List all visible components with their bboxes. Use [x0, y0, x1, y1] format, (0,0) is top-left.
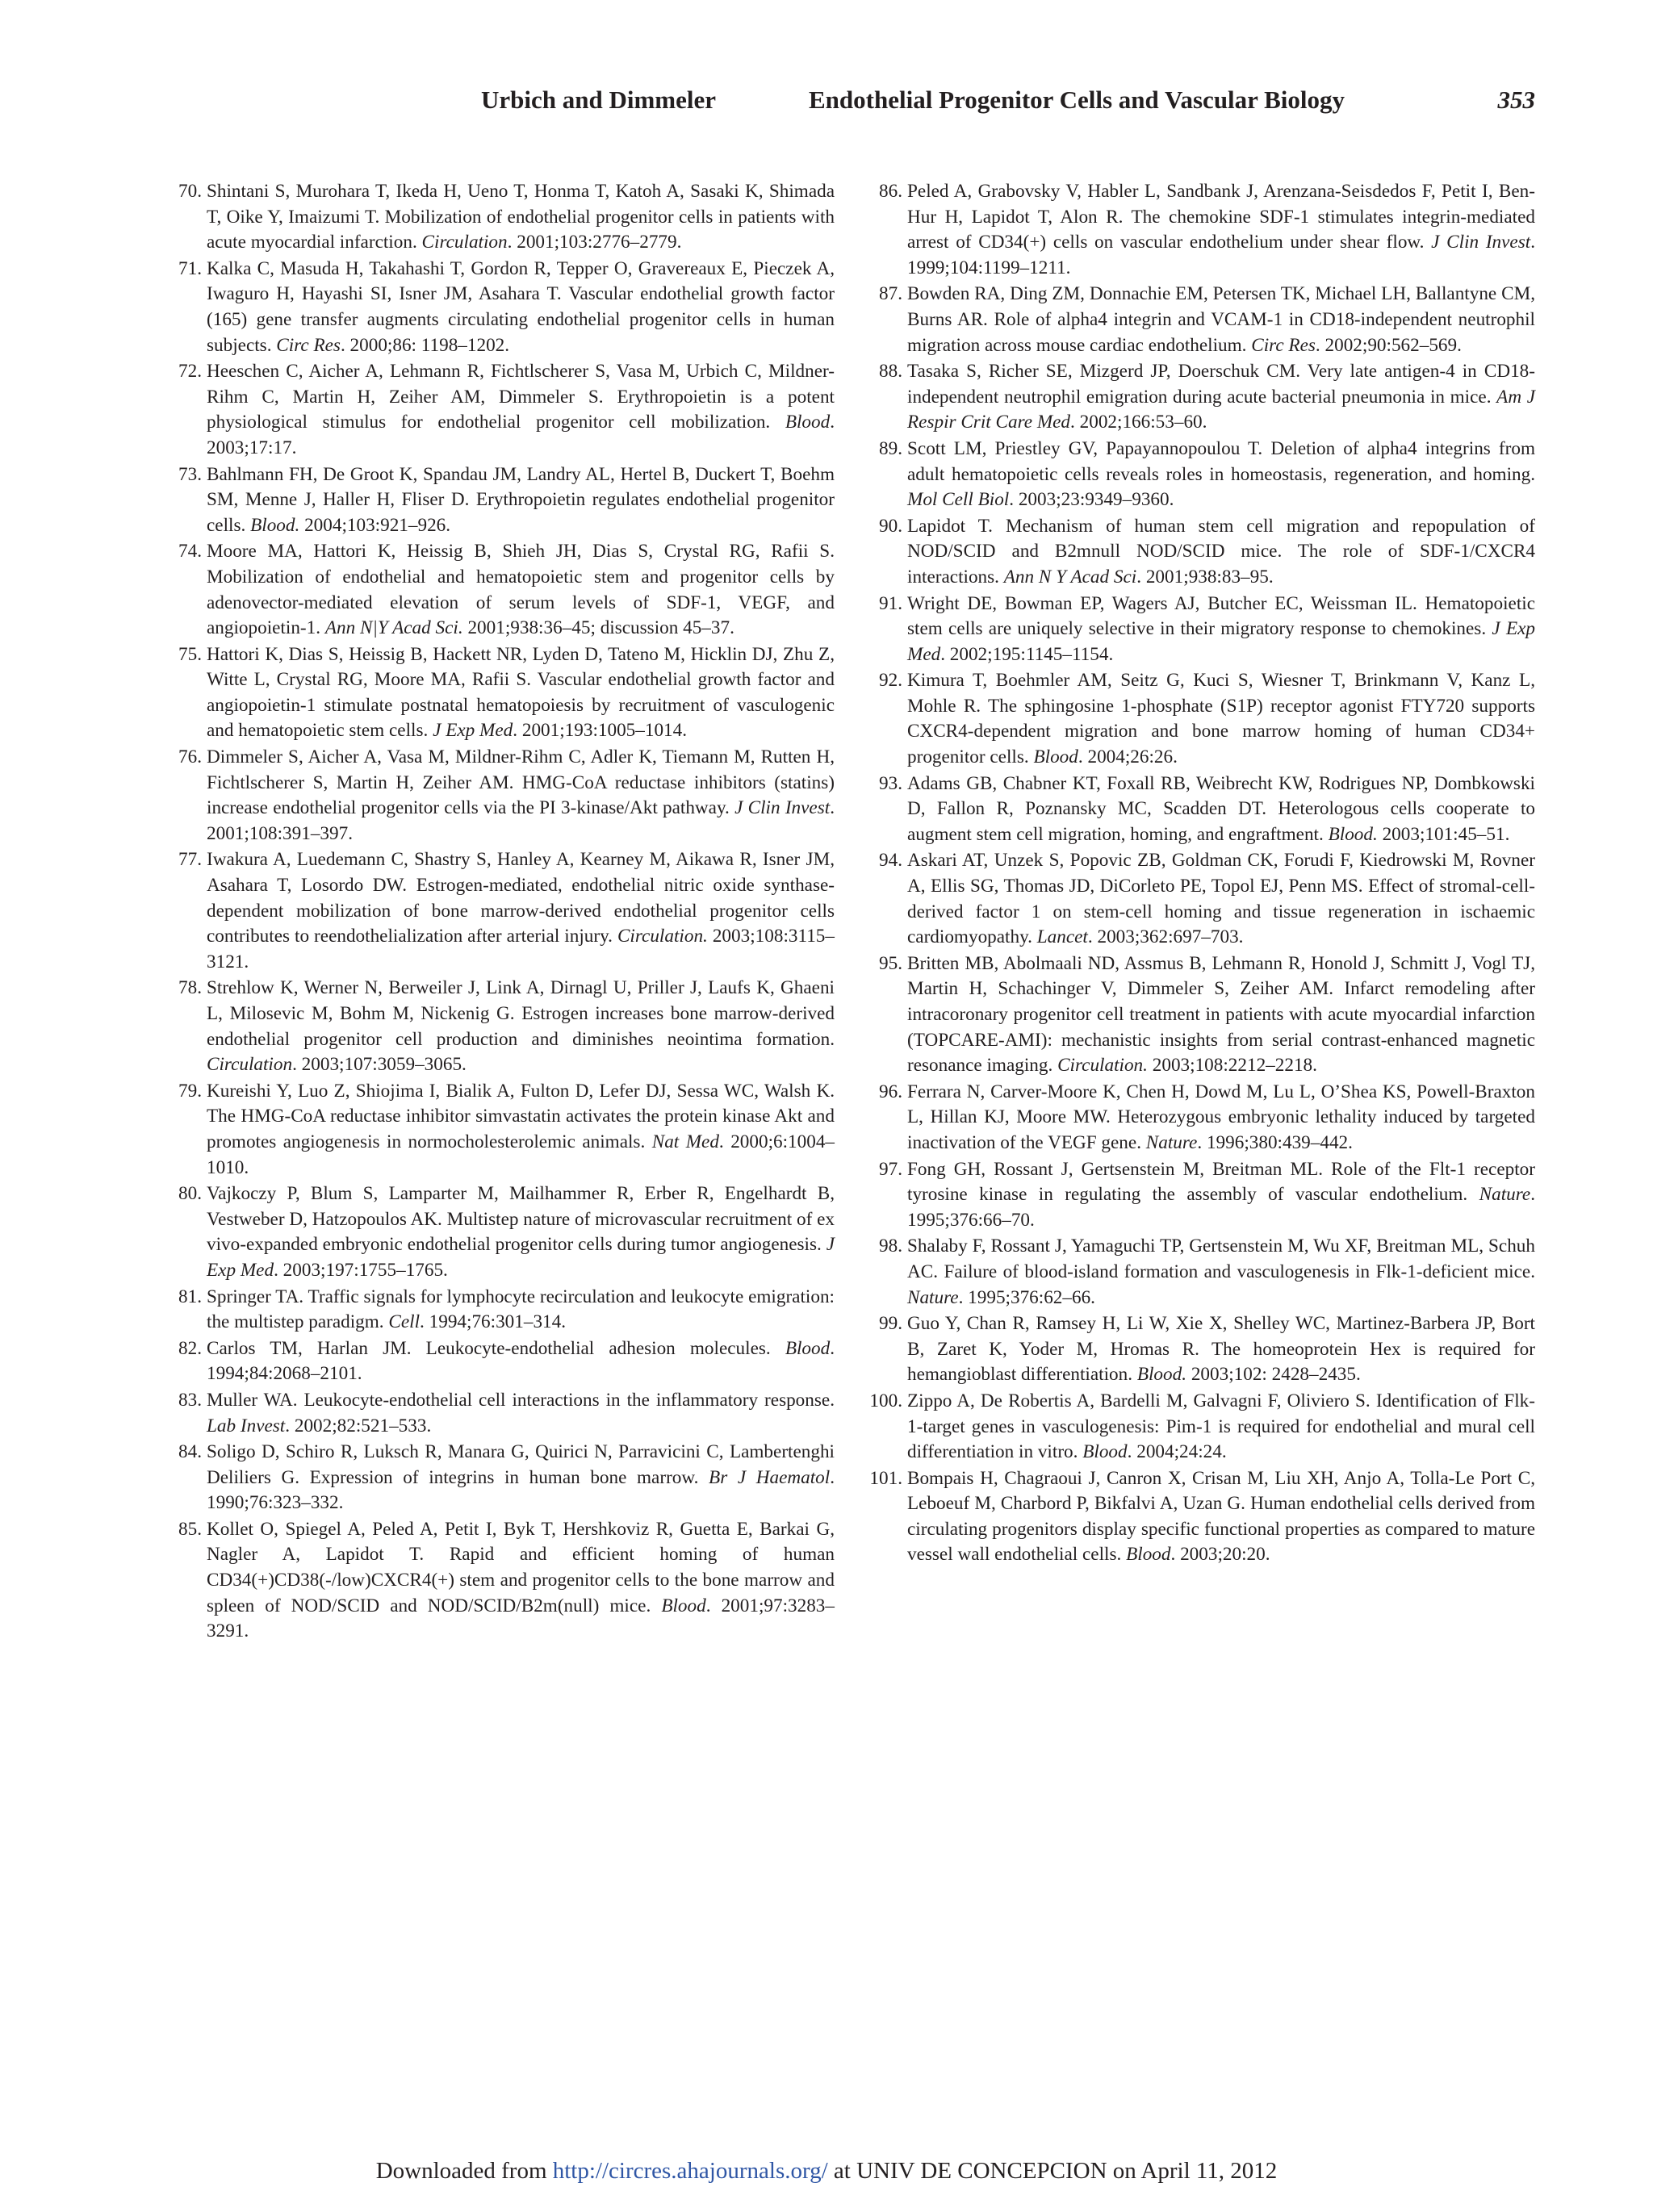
reference-citation: . 2004;26:26. — [1078, 746, 1178, 768]
reference-citation: . 2001;108:391–397. — [207, 797, 835, 844]
reference-journal: Nat Med — [651, 1131, 719, 1152]
reference-citation: . 2003;20:20. — [1170, 1544, 1270, 1566]
reference-citation: . 2002;195:1145–1154. — [940, 643, 1114, 665]
reference-text: Guo Y, Chan R, Ramsey H, Li W, Xie X, Shelley WC, Martinez-Barbera JP, Bort B, Zaret K, Yoder M, Hromas R. The homeoprotein Hex is required for hemangioblast differentiation. — [907, 1313, 1535, 1386]
download-footer — [0, 2158, 1653, 2185]
reference-item — [176, 359, 835, 461]
reference-item — [176, 976, 835, 1077]
reference-citation: 2001;938:36–45; discussion 45–37. — [462, 617, 734, 639]
reference-citation: . 2002;82:521–533. — [285, 1415, 432, 1436]
reference-item — [869, 1466, 1535, 1568]
reference-citation: . 2001;193:1005–1014. — [513, 720, 688, 742]
reference-citation: . 1990;76:323–332. — [207, 1466, 835, 1514]
reference-citation: . 2001;938:83–95. — [1136, 566, 1274, 587]
reference-citation: 2003;101:45–51. — [1377, 823, 1510, 845]
reference-number: 95. — [879, 952, 902, 974]
reference-journal: Circ Res — [276, 334, 341, 356]
reference-citation: . 2001;97:3283–3291. — [207, 1595, 835, 1642]
reference-item — [176, 745, 835, 847]
reference-number: 78. — [178, 977, 202, 999]
reference-number: 91. — [879, 592, 902, 614]
reference-text: Kollet O, Spiegel A, Peled A, Petit I, Byk T, Hershkoviz R, Guetta E, Barkai G, Nagler A, Lapidot T. Rapid and efficient homing of human CD34(+)CD38(-/low)CXCR4(+) stem and progenitor cells to the bone marrow and spleen of NOD/SCID and NOD/SCID/B2m(null) mice. — [207, 1518, 835, 1616]
reference-number: 76. — [178, 746, 202, 768]
reference-item — [176, 1285, 835, 1336]
reference-journal: Circulation. — [1057, 1055, 1148, 1077]
reference-number: 70. — [178, 181, 202, 202]
reference-text: Shalaby F, Rossant J, Yamaguchi TP, Gertsenstein M, Wu XF, Breitman ML, Schuh AC. Failure of blood-island formation and vasculogenesis in Flk-1-deficient mice. — [907, 1236, 1535, 1282]
references-right-column — [869, 179, 1536, 1569]
reference-item — [176, 1517, 835, 1645]
reference-journal: Circ Res — [1251, 334, 1316, 356]
reference-item — [176, 1388, 835, 1439]
reference-citation: . 1995;376:66–70. — [907, 1184, 1535, 1231]
footer-suffix: at UNIV DE CONCEPCION on April 11, 2012 — [827, 2158, 1278, 2184]
reference-number: 72. — [178, 361, 202, 383]
reference-item — [877, 359, 1535, 436]
reference-text: Strehlow K, Werner N, Berweiler J, Link A, Dirnagl U, Priller J, Laufs K, Ghaeni L, Milosevic M, Bohm M, Nickenig G. Estrogen increases bone marrow-derived endothelial progenitor cell production and diminishes neointima formation. — [207, 977, 835, 1050]
reference-item — [176, 179, 835, 256]
reference-citation: . 2002;90:562–569. — [1315, 334, 1462, 356]
running-header — [0, 86, 1535, 121]
reference-journal: Blood — [1033, 746, 1078, 768]
header-authors: Urbich and Dimmeler — [481, 86, 717, 114]
reference-number: 71. — [178, 257, 202, 279]
reference-number: 84. — [178, 1441, 202, 1463]
reference-text: Soligo D, Schiro R, Luksch R, Manara G, Quirici N, Parravicini C, Lambertenghi Deliliers G. Expression of integrins in human bone marrow. — [207, 1441, 835, 1488]
reference-text: Heeschen C, Aicher A, Lehmann R, Fichtlscherer S, Vasa M, Urbich C, Mildner-Rihm C, Martin H, Zeiher AM, Dimmeler S. Erythropoietin is a potent physiological stimulus for endothelial progenitor cell mobilization. — [207, 361, 835, 433]
reference-number: 81. — [178, 1286, 202, 1307]
reference-journal: Blood — [661, 1595, 706, 1616]
reference-item — [176, 847, 835, 975]
reference-item — [176, 1181, 835, 1283]
reference-number: 80. — [178, 1183, 202, 1205]
reference-item — [176, 642, 835, 744]
reference-text: Peled A, Grabovsky V, Habler L, Sandbank J, Arenzana-Seisdedos F, Petit I, Ben-Hur H, Lapidot T, Alon R. The chemokine SDF-1 stimulates integrin-mediated arrest of CD34(+) cells on vascular endothelium under shear flow. — [907, 181, 1535, 253]
reference-item — [877, 437, 1535, 513]
reference-citation: . 2003;17:17. — [207, 412, 835, 458]
reference-text: Springer TA. Traffic signals for lymphocyte recirculation and leukocyte emigration: the multistep paradigm. — [207, 1286, 835, 1333]
reference-journal: Cell — [388, 1311, 421, 1333]
reference-text: Iwakura A, Luedemann C, Shastry S, Hanley A, Kearney M, Aikawa R, Isner JM, Asahara T, Losordo DW. Estrogen-mediated, endothelial nitric oxide synthase-dependent mobilization of bone marrow-derived endothelial progenitor cells contributes to reendothelialization after arterial injury. — [207, 849, 835, 947]
reference-number: 83. — [178, 1389, 202, 1411]
reference-citation: 2003;102: 2428–2435. — [1186, 1364, 1361, 1386]
reference-citation: . 2002;166:53–60. — [1070, 412, 1207, 433]
reference-item — [877, 951, 1535, 1079]
reference-text: Moore MA, Hattori K, Heissig B, Shieh JH, Dias S, Crystal RG, Rafii S. Mobilization of endothelial and hematopoietic stem and progenitor cells by adenovector-mediated elevation of serum levels of SDF-1, VEGF, and angiopoietin-1. — [207, 541, 835, 639]
reference-number: 101. — [869, 1467, 902, 1489]
reference-text: Carlos TM, Harlan JM. Leukocyte-endothelial adhesion molecules. — [207, 1337, 785, 1359]
reference-journal: Blood — [785, 412, 831, 433]
reference-number: 85. — [178, 1518, 202, 1540]
reference-journal: Lancet — [1036, 926, 1088, 948]
reference-text: Wright DE, Bowman EP, Wagers AJ, Butcher EC, Weissman IL. Hematopoietic stem cells are uniquely selective in their migratory response to chemokines. — [907, 592, 1535, 640]
reference-journal: Blood. — [1328, 823, 1378, 845]
reference-number: 88. — [879, 361, 902, 383]
reference-journal: Blood. — [1136, 1364, 1187, 1386]
reference-number: 98. — [879, 1236, 902, 1257]
reference-journal: Circulation — [207, 1054, 293, 1076]
reference-text: Dimmeler S, Aicher A, Vasa M, Mildner-Rihm C, Adler K, Tiemann M, Rutten H, Fichtlscherer S, Martin H, Zeiher AM. HMG-CoA reductase inhibitors (statins) increase endothelial progenitor cells via the PI 3-kinase/Akt pathway. — [207, 746, 835, 819]
reference-number: 93. — [879, 772, 902, 794]
reference-item — [877, 771, 1535, 848]
reference-journal: Blood — [1126, 1544, 1171, 1566]
reference-item — [877, 282, 1535, 358]
footer-link[interactable]: http://circres.ahajournals.org/ — [552, 2158, 828, 2184]
reference-text: Britten MB, Abolmaali ND, Assmus B, Lehmann R, Honold J, Schmitt J, Vogl TJ, Martin H, Schachinger V, Dimmeler S, Zeiher AM. Infarct remodeling after intracoronary progenitor cell treatment in patients with acute myocardial infarction (TOPCARE-AMI): mechanistic insights from serial contrast-enhanced magnetic resonance imaging. — [907, 952, 1535, 1077]
reference-item — [877, 592, 1535, 668]
reference-citation: . 1996;380:439–442. — [1197, 1131, 1353, 1153]
reference-text: Zippo A, De Robertis A, Bardelli M, Galvagni F, Oliviero S. Identification of Flk-1-target genes in vasculogenesis: Pim-1 is required for endothelial and mural cell differentiation in vitro. — [907, 1390, 1535, 1463]
reference-text: Lapidot T. Mechanism of human stem cell migration and repopulation of NOD/SCID and B2mnull NOD/SCID mice. The role of SDF-1/CXCR4 interactions. — [907, 515, 1535, 587]
reference-text: Bahlmann FH, De Groot K, Spandau JM, Landry AL, Hertel B, Duckert T, Boehm SM, Menne J, Haller H, Fliser D. Erythropoietin regulates endothelial progenitor cells. — [207, 463, 835, 536]
reference-text: Kureishi Y, Luo Z, Shiojima I, Bialik A, Fulton D, Lefer DJ, Sessa WC, Walsh K. The HMG-CoA reductase inhibitor simvastatin activates the protein kinase Akt and promotes angiogenesis in normocholesterolemic animals. — [207, 1080, 835, 1152]
reference-text: Kalka C, Masuda H, Takahashi T, Gordon R, Tepper O, Gravereaux E, Pieczek A, Iwaguro H, Hayashi SI, Isner JM, Asahara T. Vascular endothelial growth factor (165) gene transfer augments circulating endothelial progenitor cells in human subjects. — [207, 257, 835, 356]
reference-citation: 2003;108:2212–2218. — [1147, 1055, 1317, 1077]
reference-journal: Mol Cell Biol — [907, 489, 1010, 511]
reference-number: 96. — [879, 1081, 902, 1102]
reference-text: Vajkoczy P, Blum S, Lamparter M, Mailhammer R, Erber R, Engelhardt B, Vestweber D, Hatzopoulos AK. Multistep nature of microvascular recruitment of ex vivo-expanded embryonic endothelial progenitor cells during tumor angiogenesis. — [207, 1183, 835, 1256]
reference-number: 79. — [178, 1080, 202, 1102]
reference-number: 77. — [178, 849, 202, 871]
reference-citation: . 2000;86: 1198–1202. — [340, 334, 510, 356]
reference-text: Shintani S, Murohara T, Ikeda H, Ueno T, Honma T, Katoh A, Sasaki K, Shimada T, Oike Y, Imaizumi T. Mobilization of endothelial progenitor cells in patients with acute myocardial infarction. — [207, 181, 835, 253]
reference-number: 99. — [879, 1313, 902, 1335]
page-number: 353 — [1497, 86, 1535, 114]
reference-text: Scott LM, Priestley GV, Papayannopoulou T. Deletion of alpha4 integrins from adult hematopoietic cells reveals roles in homeostasis, regeneration, and homing. — [907, 437, 1535, 485]
reference-text: Hattori K, Dias S, Heissig B, Hackett NR, Lyden D, Tateno M, Hicklin DJ, Zhu Z, Witte L, Crystal RG, Moore MA, Rafii S. Vascular endothelial growth factor and angiopoietin-1 stimulate postnatal hematopoiesis by recruitment of vasculogenic and hematopoietic stem cells. — [207, 643, 835, 742]
reference-text: Muller WA. Leukocyte-endothelial cell interactions in the inflammatory response. — [207, 1389, 835, 1411]
reference-item — [176, 1079, 835, 1181]
reference-number: 75. — [178, 643, 202, 665]
reference-text: Kimura T, Boehmler AM, Seitz G, Kuci S, Wiesner T, Brinkmann V, Kanz L, Mohle R. The sphingosine 1-phosphate (S1P) receptor agonist FTY720 supports CXCR4-dependent migration and bone marrow homing of human CD34+ progenitor cells. — [907, 670, 1535, 768]
reference-number: 74. — [178, 541, 202, 562]
reference-journal: Circulation — [421, 232, 508, 253]
reference-citation: . 1999;104:1199–1211. — [907, 232, 1535, 278]
reference-journal: Blood. — [250, 514, 300, 536]
header-title: Endothelial Progenitor Cells and Vascular Biology — [809, 86, 1345, 114]
reference-number: 100. — [869, 1390, 902, 1411]
reference-number: 89. — [879, 437, 902, 459]
reference-item — [877, 1234, 1535, 1311]
reference-text: Tasaka S, Richer SE, Mizgerd JP, Doerschuk CM. Very late antigen-4 in CD18-independent neutrophil emigration during acute bacterial pneumonia in mice. — [907, 361, 1535, 408]
reference-text: Ferrara N, Carver-Moore K, Chen H, Dowd M, Lu L, O’Shea KS, Powell-Braxton L, Hillan KJ, Moore MW. Heterozygous embryonic lethality induced by targeted inactivation of the VEGF gene. — [907, 1081, 1535, 1153]
reference-number: 97. — [879, 1158, 902, 1180]
references-left-column — [176, 179, 835, 1645]
reference-journal: Nature — [1479, 1184, 1531, 1206]
reference-item — [176, 1440, 835, 1516]
reference-number: 94. — [879, 850, 902, 872]
reference-journal: Br J Haematol — [709, 1466, 831, 1488]
reference-citation: . 2003;362:697–703. — [1087, 926, 1244, 948]
reference-number: 82. — [178, 1337, 202, 1359]
reference-item — [877, 848, 1535, 950]
reference-number: 86. — [879, 181, 902, 202]
reference-number: 73. — [178, 463, 202, 485]
reference-item — [877, 1080, 1535, 1156]
reference-journal: Circulation. — [617, 926, 708, 947]
reference-journal: J Exp Med — [207, 1234, 835, 1281]
reference-number: 87. — [879, 283, 902, 305]
reference-journal: Ann N|Y Acad Sci. — [324, 617, 463, 639]
reference-citation: . 1994;84:2068–2101. — [207, 1337, 835, 1385]
reference-journal: Nature — [1145, 1131, 1198, 1153]
reference-item — [877, 1311, 1535, 1388]
reference-item — [877, 1157, 1535, 1234]
reference-journal: Nature — [907, 1286, 959, 1308]
reference-journal: J Exp Med — [907, 618, 1536, 665]
reference-text: Fong GH, Rossant J, Gertsenstein M, Breitman ML. Role of the Flt-1 receptor tyrosine kinase in regulating the assembly of vascular endothelium. — [907, 1158, 1535, 1206]
reference-journal: J Exp Med — [433, 720, 513, 742]
reference-journal: Lab Invest — [207, 1415, 286, 1436]
reference-citation: . 2001;103:2776–2779. — [507, 232, 682, 253]
reference-number: 90. — [879, 515, 902, 537]
footer-prefix: Downloaded from — [375, 2158, 553, 2184]
reference-journal: J Clin Invest — [1431, 232, 1531, 253]
reference-citation: . 2003;107:3059–3065. — [292, 1054, 467, 1076]
reference-citation: . 2003;23:9349–9360. — [1009, 489, 1174, 511]
reference-citation: . 2000;6:1004–1010. — [207, 1131, 835, 1178]
reference-citation: . 2004;24:24. — [1127, 1441, 1227, 1463]
reference-item — [877, 179, 1535, 281]
reference-item — [877, 668, 1535, 770]
reference-item — [176, 257, 835, 358]
reference-citation: 2003;108:3115–3121. — [207, 926, 835, 972]
reference-journal: Blood — [785, 1337, 831, 1359]
reference-item — [176, 462, 835, 539]
reference-citation: 2004;103:921–926. — [299, 514, 451, 536]
reference-text: Adams GB, Chabner KT, Foxall RB, Weibrecht KW, Rodrigues NP, Dombkowski D, Fallon R, Poznansky MC, Scadden DT. Heterologous cells cooperate to augment stem cell migration, homing, and engraftment. — [907, 772, 1535, 845]
reference-item — [877, 514, 1535, 591]
reference-item — [176, 539, 835, 641]
reference-number: 92. — [879, 670, 902, 692]
reference-journal: Am J Respir Crit Care Med — [907, 386, 1536, 433]
reference-text: Bompais H, Chagraoui J, Canron X, Crisan M, Liu XH, Anjo A, Tolla-Le Port C, Leboeuf M, Charbord P, Bikfalvi A, Uzan G. Human endothelial cells derived from circulating progenitors display specific functional properties as compared to mature vessel wall endothelial cells. — [907, 1467, 1535, 1566]
reference-item — [176, 1336, 835, 1387]
reference-journal: J Clin Invest — [734, 797, 831, 819]
reference-text: Bowden RA, Ding ZM, Donnachie EM, Petersen TK, Michael LH, Ballantyne CM, Burns AR. Role of alpha4 integrin and VCAM-1 in CD18-independent neutrophil migration across mouse cardiac endothelium. — [907, 283, 1535, 356]
reference-citation: . 1995;376:62–66. — [958, 1286, 1095, 1308]
reference-journal: Blood — [1082, 1441, 1128, 1463]
reference-citation: . 1994;76:301–314. — [420, 1311, 567, 1333]
reference-item — [869, 1389, 1535, 1466]
reference-journal: Ann N Y Acad Sci — [1003, 566, 1137, 587]
reference-citation: . 2003;197:1755–1765. — [274, 1259, 448, 1281]
reference-text: Askari AT, Unzek S, Popovic ZB, Goldman CK, Forudi F, Kiedrowski M, Rovner A, Ellis SG, Thomas JD, DiCorleto PE, Topol EJ, Penn MS. Effect of stromal-cell-derived factor 1 on stem-cell homing and tissue regeneration in ischaemic cardiomyopathy. — [907, 850, 1535, 948]
